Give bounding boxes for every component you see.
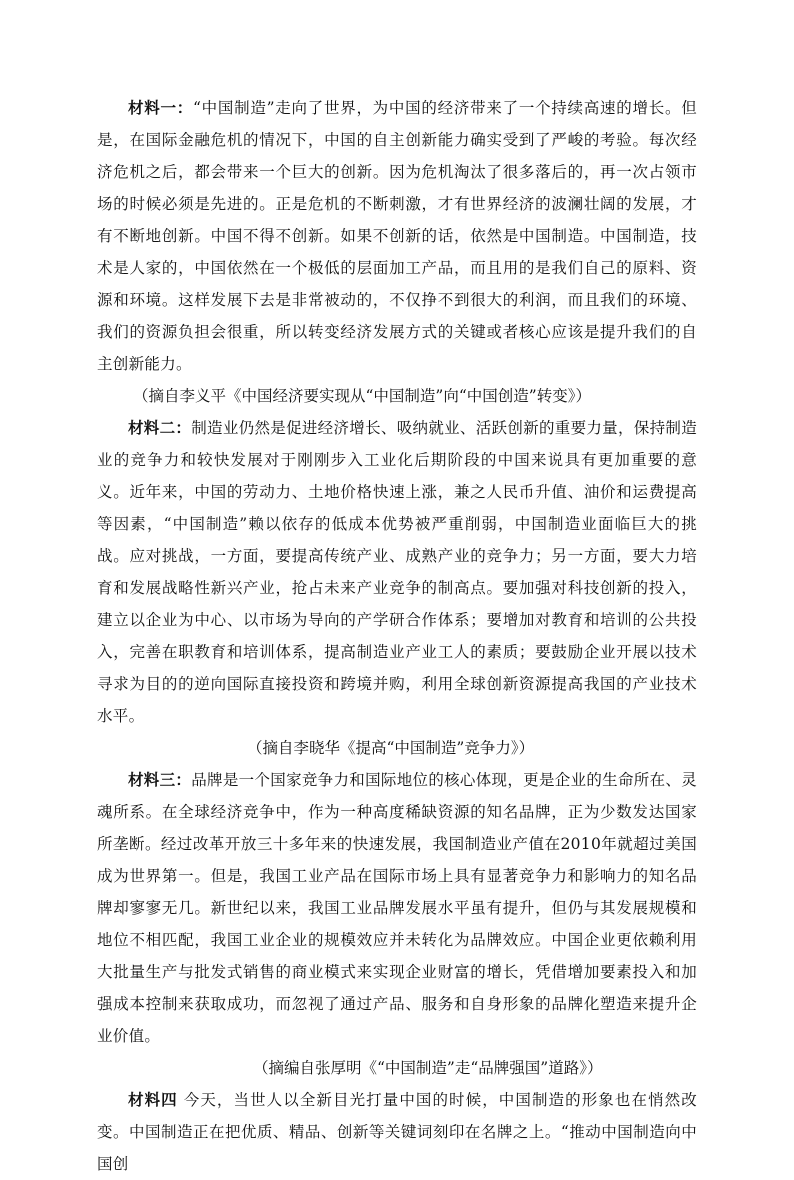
material-3-label: 材料三：: [128, 771, 192, 789]
material-3-text: 品牌是一个国家竞争力和国际地位的核心体现，更是企业的生命所在、灵魂所系。在全球经济竞争中，作为一种高度稀缺资源的知名品牌，正为少数发达国家所垄断。经过改革开放三十多年来的快速发展，我国制造业产值在2010年就超过美国成为世界第一。但是，我国工业产品在国际市场上具有显著竞争力和影响力的知名品牌却寥寥无几。新世纪以来，我国工业品牌发展水平虽有提升，但仍与其发展规模和地位不相匹配，我国工业企业的规模效应并未转化为品牌效应。中国企业更依赖利用大批量生产与批发式销售的商业模式来实现企业财富的增长，凭借增加要素投入和加强成本控制来获取成功，而忽视了通过产品、服务和自身形象的品牌化塑造来提升企业价值。: [97, 771, 698, 1045]
material-1-label: 材料一：: [128, 99, 193, 117]
material-4-paragraph: [97, 1084, 697, 1180]
material-2-label: 材料二：: [128, 419, 192, 437]
document-body: [97, 92, 697, 1180]
material-4-text: 今天，当世人以全新目光打量中国的时候，中国制造的形象也在悄然改变。中国制造正在把优质、精品、创新等关键词刻印在名牌之上。“推动中国制造向中国创: [97, 1091, 697, 1173]
material-1-text: “中国制造”走向了世界，为中国的经济带来了一个持续高速的增长。但是，在国际金融危机的情况下，中国的自主创新能力确实受到了严峻的考验。每次经济危机之后，都会带来一个巨大的创新。因为危机淘汰了很多落后的，再一次占领市场的时候必须是先进的。正是危机的不断刺激，才有世界经济的波澜壮阔的发展，才有不断地创新。中国不得不创新。如果不创新的话，依然是中国制造。中国制造，技术是人家的，中国依然在一个极低的层面加工产品，而且用的是我们自己的原料、资源和环境。这样发展下去是非常被动的，不仅挣不到很大的利润，而且我们的环境、我们的资源负担会很重，所以转变经济发展方式的关键或者核心应该是提升我们的自主创新能力。: [97, 99, 698, 373]
material-2-paragraph: [97, 412, 697, 732]
material-3-paragraph: [97, 764, 697, 1052]
material-2-text: 制造业仍然是促进经济增长、吸纳就业、活跃创新的重要力量，保持制造业的竞争力和较快发展对于刚刚步入工业化后期阶段的中国来说具有更加重要的意义。近年来，中国的劳动力、土地价格快速上涨，兼之人民币升值、油价和运费提高等因素，“中国制造”赖以依存的低成本优势被严重削弱，中国制造业面临巨大的挑战。应对挑战，一方面，要提高传统产业、成熟产业的竞争力；另一方面，要大力培育和发展战略性新兴产业，抢占未来产业竞争的制高点。要加强对科技创新的投入，建立以企业为中心、以市场为导向的产学研合作体系；要增加对教育和培训的公共投入，完善在职教育和培训体系，提高制造业产业工人的素质；要鼓励企业开展以技术寻求为目的的逆向国际直接投资和跨境并购，利用全球创新资源提高我国的产业技术水平。: [97, 419, 698, 725]
material-3-source: （摘编自张厚明《“中国制造”走“品牌强国”道路》）: [253, 1059, 603, 1077]
material-1-source: （摘自李义平《中国经济要实现从“中国制造”向“中国创造”转变》）: [133, 387, 591, 405]
material-4-label: 材料四: [128, 1091, 178, 1109]
material-2-source: （摘自李晓华《提高“中国制造”竞争力》）: [247, 739, 535, 757]
material-1-paragraph: [97, 92, 697, 380]
